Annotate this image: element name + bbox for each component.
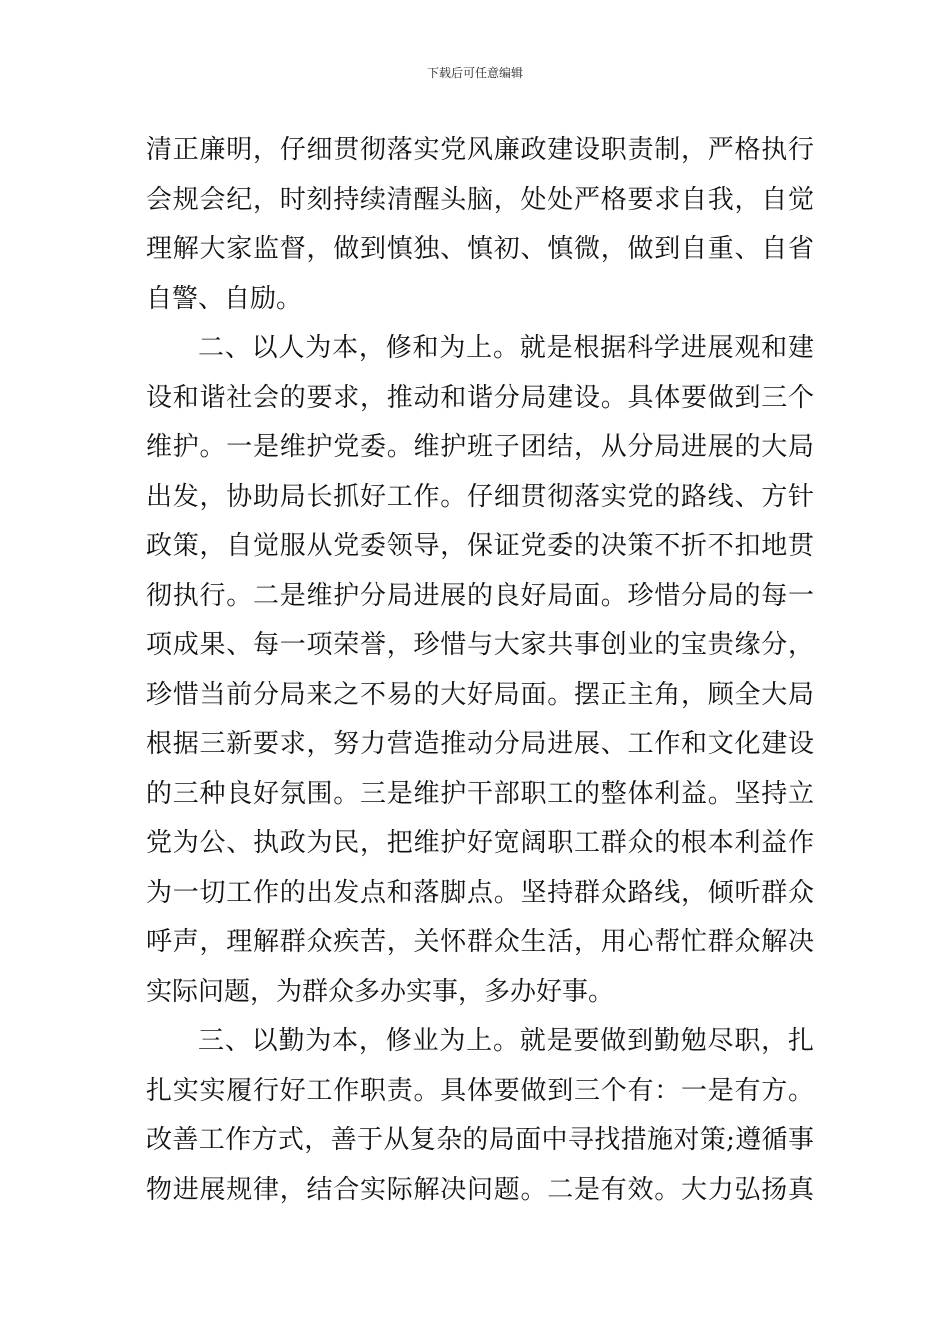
text-line: 出发，协助局长抓好工作。仔细贯彻落实党的路线、方针: [146, 481, 814, 512]
text-line: 彻执行。二是维护分局进展的良好局面。珍惜分局的每一: [146, 580, 814, 611]
text-line: 维护。一是维护党委。维护班子团结，从分局进展的大局: [146, 432, 814, 462]
text-line: 党为公、执政为民，把维护好宽阔职工群众的根本利益作: [146, 828, 814, 858]
text-line: 会规会纪，时刻持续清醒头脑，处处严格要求自我，自觉: [146, 184, 814, 215]
document-body: [146, 126, 814, 1215]
text-line: 物进展规律，结合实际解决问题。二是有效。大力弘扬真: [146, 1174, 814, 1205]
page-header-note: 下载后可任意编辑: [426, 66, 523, 80]
text-line: 改善工作方式，善于从复杂的局面中寻找措施对策;遵循事: [146, 1125, 814, 1155]
paragraph-start-line: 二、以人为本，修和为上。就是根据科学进展观和建: [198, 333, 814, 363]
text-line: 珍惜当前分局来之不易的大好局面。摆正主角，顾全大局: [146, 679, 814, 710]
text-line: 为一切工作的出发点和落脚点。坚持群众路线，倾听群众: [146, 877, 814, 908]
text-line: 清正廉明，仔细贯彻落实党风廉政建设职责制，严格执行: [146, 135, 814, 165]
text-line: 实际问题，为群众多办实事，多办好事。: [146, 976, 615, 1007]
text-line: 呼声，理解群众疾苦，关怀群众生活，用心帮忙群众解决: [146, 927, 814, 957]
text-line: 扎实实履行好工作职责。具体要做到三个有：一是有方。: [146, 1075, 814, 1106]
text-line: 设和谐社会的要求，推动和谐分局建设。具体要做到三个: [146, 382, 814, 413]
text-line: 理解大家监督，做到慎独、慎初、慎微，做到自重、自省: [146, 234, 814, 264]
text-line: 根据三新要求，努力营造推动分局进展、工作和文化建设: [146, 729, 814, 759]
text-line: 政策，自觉服从党委领导，保证党委的决策不折不扣地贯: [146, 531, 814, 561]
text-line: 的三种良好氛围。三是维护干部职工的整体利益。坚持立: [146, 778, 814, 809]
paragraph-start-line: 三、以勤为本，修业为上。就是要做到勤勉尽职，扎: [198, 1026, 814, 1056]
text-line: 项成果、每一项荣誉，珍惜与大家共事创业的宝贵缘分，: [146, 630, 814, 660]
text-line: 自警、自励。: [146, 283, 303, 314]
